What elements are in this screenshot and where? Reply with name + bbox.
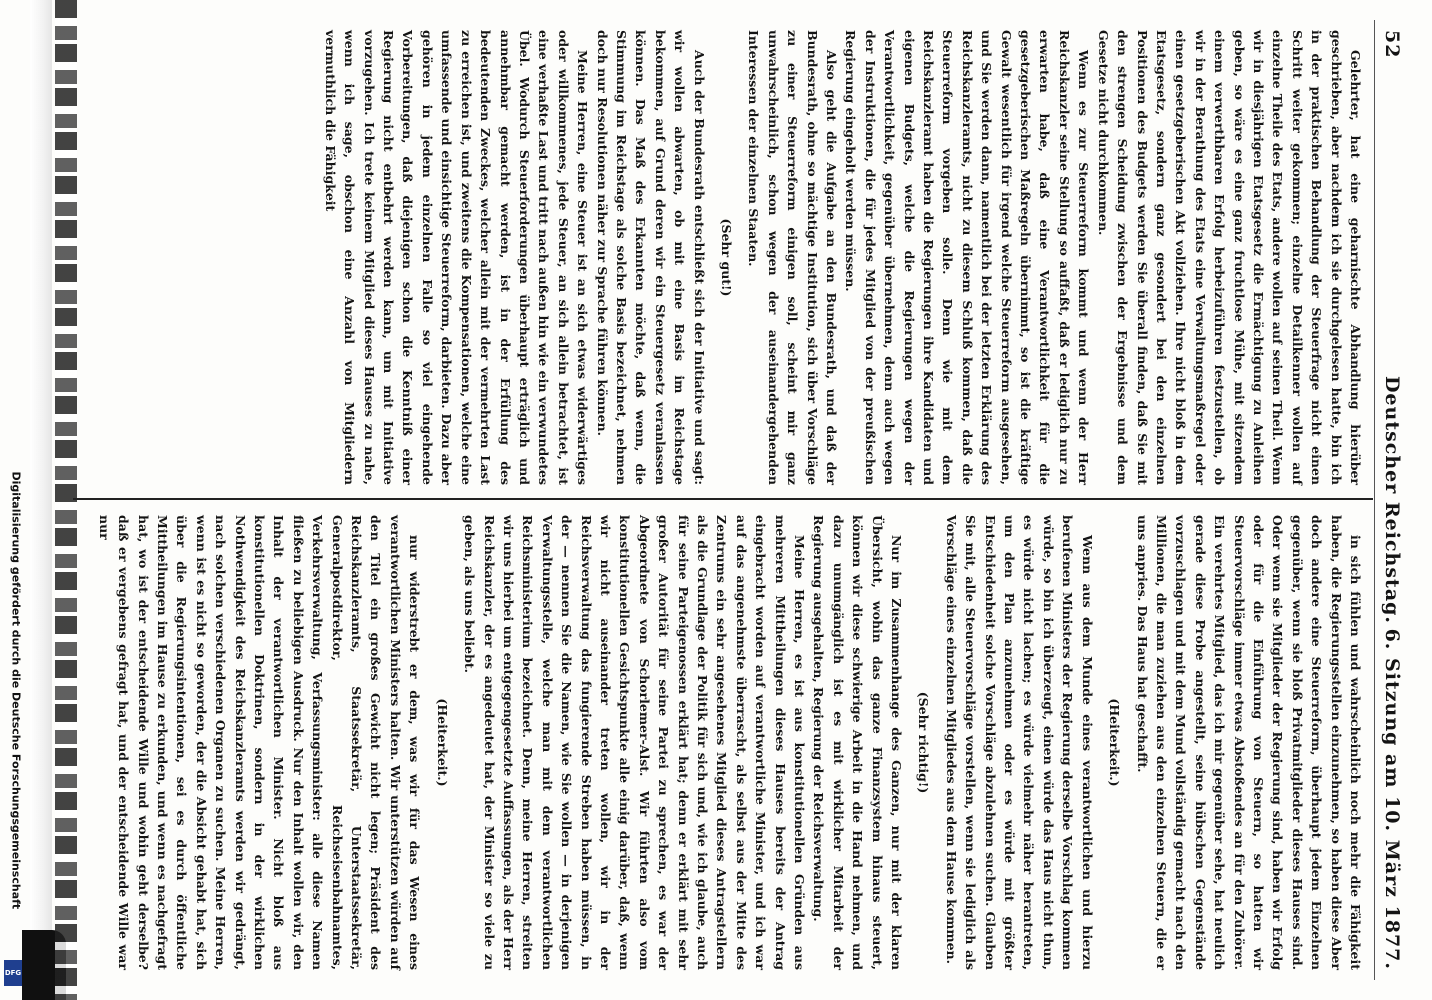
- page-number: 52: [1381, 30, 1403, 59]
- paragraph: nur widerstrebt er dem, was wir für das Wesen eines verantwortlichen Ministers halten. Wir unterstützen würden auf den Titel ein großes Gewicht nicht legen; Präsident des Reichskanzleramts, Staatssekretär, Unterstaatssekretär, Generalpostdirektor, Reichseisenbahnamtes, Verkehrsverwaltung, Verfassungsminister: alle diese Namen fließen zu beliebigen Ausdruck. Nur den Inhalt wollen wir, den Inhalt der verantwortlichen Minister. Nicht bloß aus konstitutionellen Doktrinen, sondern in der wirklichen Nothwendigkeit des Reichskanzleramts werden wir gedrängt, nach solchen verschiedenen Organen zu suchen. Meine Herren, wenn ist es nicht so geworden, der die Absicht gehabt hat, sich über die Regierungsintentionen, sei es durch öffentliche Mittheilungen im Hause zu erkunden, und wenn es nachgefragt hat, wo ist der entscheidende Wille und wohin geht derselbe? daß er vergebens gefragt hat, und der entscheidende Wille war nur: [96, 515, 423, 970]
- paragraph: Nur im Zusammenhange des Ganzen, nur mit der klaren Übersicht, wohin das ganze Finanzsystem hinaus steuert, können wir diese schwierige Arbeit in die Hand nehmen, und dazu unumgänglich ist es mit wirklicher Mitarbeit der Regierung ausgehalten, Regierung der Reichsverwaltung.: [811, 515, 905, 970]
- interjection: (Sehr richtig!): [916, 691, 932, 794]
- header-rule: [1374, 20, 1375, 980]
- digitization-credit-text: Digitalisierung gefördert durch die Deutsche Forschungsgemeinschaft: [9, 471, 23, 910]
- interjection: (Sehr gut!): [719, 218, 734, 297]
- session-line: 6. Sitzung am 10. März 1877.: [1381, 628, 1403, 970]
- column-divider: [73, 498, 1373, 500]
- paragraph: Wenn es zur Steuerreform kommt und wenn der Herr Reichskanzler seine Stellung so auffaßt, daß er lediglich nur zu erwarten habe, daß eine Verantwortlichkeit für die gesetzgeberischen Maßregeln übernimmt, so ist die kräftige Gewalt wesentlich für irgend welche Steuerreform ausgesehen, und Sie werden dann, namentlich bei der letzten Erklärung des Reichskanzleramts, nicht zu diesem Schluß kommen, daß die Steuerreform vorgeben solle. Denn wie mit dem Reichskanzleramt haben die Regierungen ihre Kandidaten und eigenen Budgets, welche die Regierungen wegen der Verantwortlichkeit, gegenüber übernehmen, denn auch wegen der Instruktionen, die für jedes Mitglied von der preußischen Regierung eingeholt werden müssen.: [843, 30, 1092, 485]
- paragraph: in sich fühlen und wahrscheinlich noch mehr die Fähigkeit haben, die Regierungsstellen einzunehmen, so haben diese Aber doch andere eine Steuerreform, überhaupt jedem Einzelnen gegenüber, wenn sie bloß Privatmitglieder dieses Hauses sind. Oder wenn sie Mitglieder der Regierung sind, haben wir Erfolg oder für die Einführung von Steuern, so hatten wir Steuervorschläge immer etwas Abstoßendes an für den Zuhörer. Ein verehrtes Mitglied, das ich mir gegenüber sehe, hat neulich gerade diese Probe angestellt, seine hübschen Gegenstände vorzuschlagen und mit dem Mund vollständig gemacht nach den Millionen, die man zuziehen aus den einzelnen Steuern, die er uns anpries. Das Haus hat geschafft.: [1134, 515, 1363, 970]
- page-title: Deutscher Reichstag.: [1381, 375, 1403, 625]
- paragraph: Also geht die Aufgabe an den Bundesrath, und daß der Bundesrath, ohne so mächtige Institution, sich über Vorschläge zu einer Steuerreform einigen soll, scheint mir ganz unwahrscheinlich, schon wegen der auseinandergehenden Interessen der einzelnen Staaten.: [746, 30, 840, 485]
- right-column: [94, 515, 1365, 970]
- paragraph: Auch der Bundesrath entschließt sich der Initiative und sagt: wir wollen abwarten, ob mit eine Basis im Reichstage bekommen, auf Grund deren wir ein Steuergesetz veranlassen können. Das Maß des Erkannten möchte, daß wenn, die Stimmung im Reichstage als solche Basis bezeichnet, nehmen doch nur Resolutionen näher zur Sprache führen können.: [594, 30, 707, 485]
- paragraph: Gelehrter, hat eine geharnischte Abhandlung hierüber geschrieben, aber nachdem ich sie durchgelesen hatte, bin ich in der praktischen Behandlung der Steuerfrage nicht einen Schritt weiter gekommen; einzelne Detailkenner wollen auf einzelne Theile des Etats, andere wollen auf seinen Theil. Wenn wir in diesjährigen Etatsgesetz die Ermächtigung zu Anleihen geben, so wäre es eine ganz fruchtlose Mühe, mit sitzendem einem verwerthbaren Erfolg herbeizuführen festzustellen, ob wir in der Berathung des Etats eine Verwaltungsmaßregel oder einen gesetzgeberischen Akt vollziehen. Ihre nicht bloß in dem Etatsgesetz, sondern ganz gesondert bei den einzelnen Positionen des Budgets werden Sie überall finden, daß Sie mit den strengen Scheidung zwischen der Ergebnisse und dem Gesetze nicht durchkommen.: [1095, 30, 1363, 485]
- paragraph: Wenn aus dem Munde eines verantwortlichen und hierzu berufenen Ministers der Regierung derselbe Vorschlag kommen würde, so bin ich überzeugt, einen würde das Haus nicht thun, es würde nicht lachen; es würde vielmehr näher herantreten, um den Plan anzunehmen oder es würde mit größter Entschiedenheit solche Vorschläge abzulehnen suchen. Glauben Sie mit, alle Steuervorschläge vorstellen, wenn sie lediglich als Vorschläge eines einzelnen Mitgliedes aus dem Hause kommen.: [943, 515, 1095, 970]
- paragraph: Meine Herren, es ist aus konstitutionellen Gründen aus mehreren Mittheilungen dieses Hauses bereits der Antrag eingebracht worden auf verantwortliche Minister, und ich war auf das angenehmste überrascht, als selbst aus der Mitte des Zentrums ein sehr angesehenes Mitglied dieses Antragstellern als die Grundlage der Politik für sich und, wie ich glaube, auch für seine Parteigenossen erklärt hat; denn er erklärt mit sehr großer Autorität für seine Partei zu sprechen, es war der Abgeordnete von Schorlemer-Alst. Wir führten also vom konstitutionellen Gesichtspunkte alle einig darüber, daß, wenn wir nicht auseinander treten wollen, wir in der Reichsverwaltung das fungierende Streben haben müssen, in der — nennen Sie die Namen, wie Sie wollen — in derjenigen Verwaltungsstelle, welche man mit dem verantwortlichen Reichsministerium bezeichnet. Denn, meine Herren, streiten wir uns hierbei um entgegengesetzte Auffassungen, als der Herr Reichskanzler, der es angedeutet hat, der Minister so viele zu geben, als uns beliebt.: [462, 515, 808, 970]
- rotated-page-content: [52, 0, 1417, 1000]
- scan-bottom-edge: [55, 0, 77, 1000]
- page-binding-edge: [30, 0, 52, 1000]
- interjection: (Heiterkeit.): [434, 698, 450, 787]
- dfg-logo: DFG: [4, 960, 22, 986]
- page-header: [1377, 30, 1403, 970]
- interjection: (Heiterkeit.): [1107, 698, 1123, 787]
- paragraph: Meine Herren, eine Steuer ist an sich etwas widerwärtiges oder willkommenes, jede Steuer, an sich allein betrachtet, ist eine verhaßte Last und tritt nach außen hin wie ein verwundetes Übel. Wodurch Steuerforderungen überhaupt erträglich und annehmbar gemacht werden, ist in der Erfüllung des bedeutenden Zweckes, welcher allein mit der vermehrten Last zu erreichen ist, und zweitens die Kompensationen, welche eine umfassende und einsichtige Steuerreform, darbieten. Dazu aber gehören in jedem einzelnen Falle so viel eingehende Vorbereitungen, daß diejenigen schon die Kenntniß einer Regierung nicht entbehrt werden kann, um mit Initiative vorzugehen. Ich trete keinem Mitglied dieses Hauses zu nahe, wenn ich sage, obschon eine Anzahl von Mitgliedern vermuthlich die Fähigkeit: [322, 30, 591, 485]
- left-column: [320, 30, 1365, 485]
- digitization-credit: [6, 471, 23, 990]
